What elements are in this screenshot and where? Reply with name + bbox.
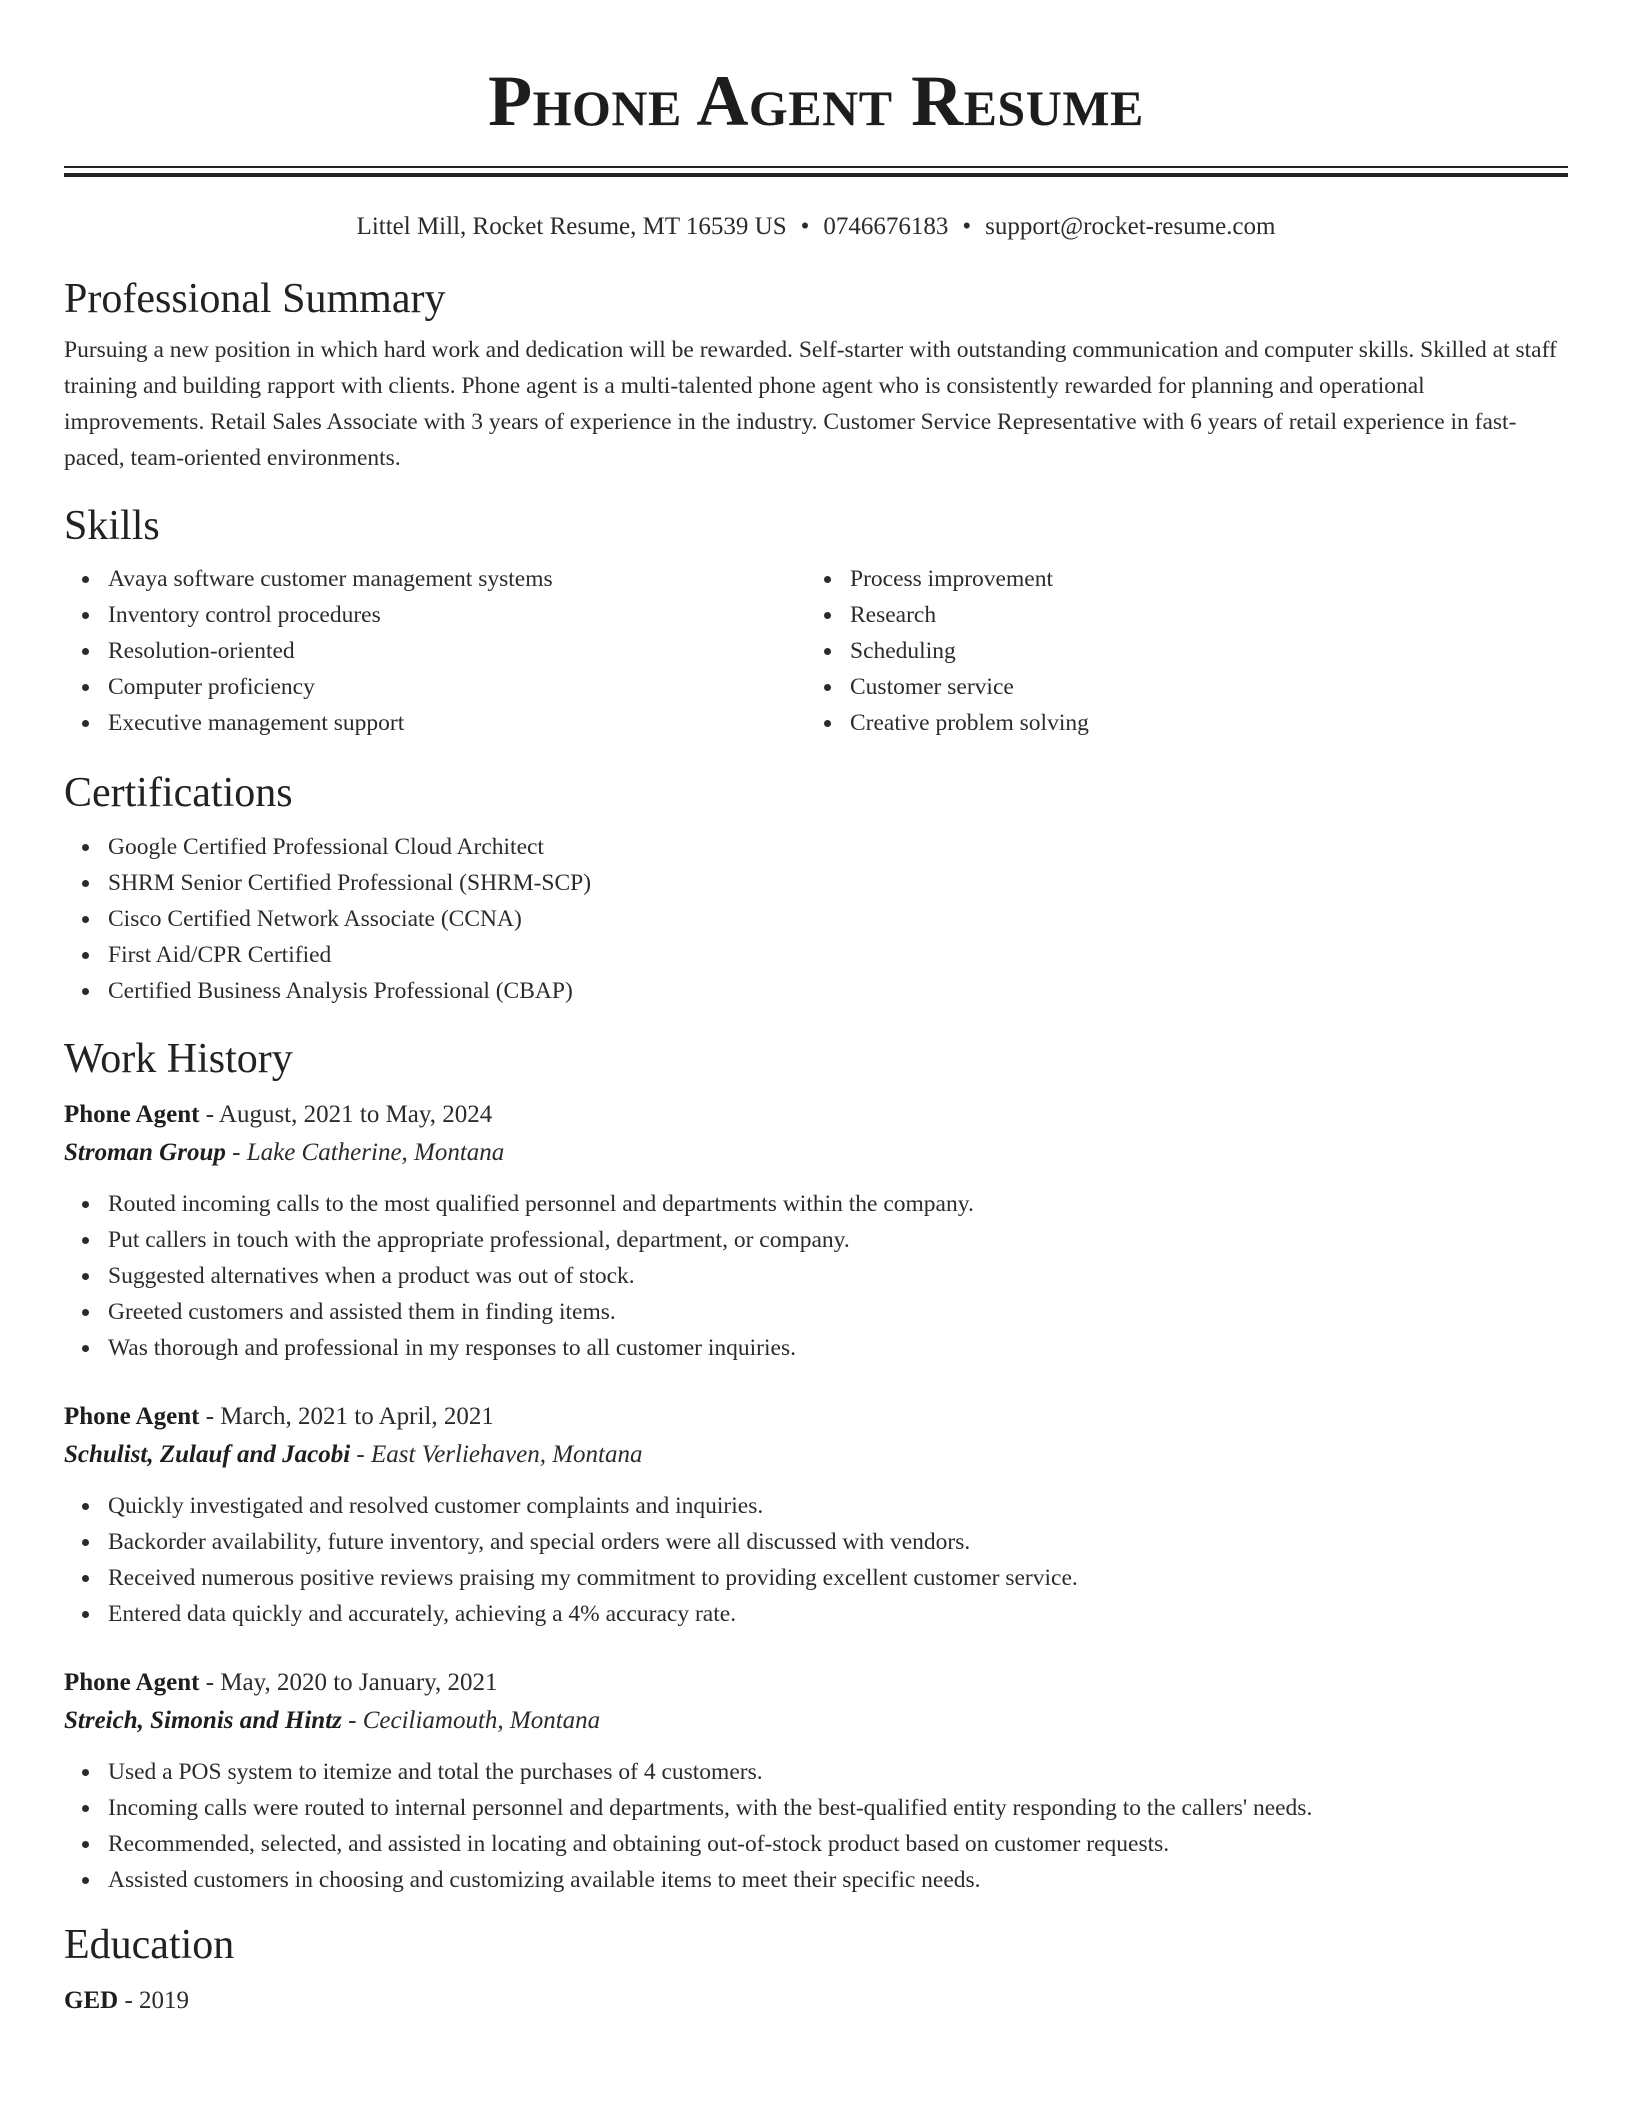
job-entry: [64, 1096, 1568, 1366]
job-dates: August, 2021 to May, 2024: [218, 1101, 493, 1128]
education-degree: GED: [64, 1987, 119, 2014]
dash-separator: -: [199, 1403, 221, 1430]
job-duties-list: [64, 1754, 1568, 1898]
title-divider: [64, 166, 1568, 177]
job-entry: [64, 1664, 1568, 1898]
job-dates: May, 2020 to January, 2021: [220, 1669, 498, 1696]
skill-item: Research: [850, 597, 1548, 633]
job-duty: Recommended, selected, and assisted in locating and obtaining out-of-stock product based on customer requests.: [108, 1826, 1568, 1862]
job-duty: Assisted customers in choosing and customizing available items to meet their specific needs.: [108, 1862, 1568, 1898]
certification-item: Certified Business Analysis Professional (CBAP): [108, 973, 1568, 1009]
education-entry: [64, 1982, 1568, 2020]
job-title: Phone Agent: [64, 1101, 200, 1128]
job-duty: Received numerous positive reviews praising my commitment to providing excellent customer service.: [108, 1560, 1568, 1596]
job-company: Streich, Simonis and Hintz: [64, 1707, 342, 1734]
skill-item: Computer proficiency: [108, 669, 806, 705]
job-employer-line: [64, 1702, 1568, 1740]
job-duty: Incoming calls were routed to internal personnel and departments, with the best-qualified entity responding to the callers' needs.: [108, 1790, 1568, 1826]
contact-separator: •: [962, 213, 972, 240]
job-duty: Suggested alternatives when a product was out of stock.: [108, 1258, 1568, 1294]
skills-list-right: [806, 561, 1548, 741]
job-employer-line: [64, 1436, 1568, 1474]
job-duty: Put callers in touch with the appropriate professional, department, or company.: [108, 1222, 1568, 1258]
skills-heading: Skills: [64, 503, 160, 549]
job-duties-list: [64, 1186, 1568, 1366]
education-heading: Education: [64, 1922, 235, 1968]
job-title-line: [64, 1398, 1568, 1436]
job-dates: March, 2021 to April, 2021: [220, 1403, 494, 1430]
contact-separator: •: [800, 213, 810, 240]
contact-email: support@rocket-resume.com: [985, 213, 1276, 240]
skill-item: Avaya software customer management systems: [108, 561, 806, 597]
work-history-heading: Work History: [64, 1036, 293, 1082]
dash-separator: -: [199, 1669, 221, 1696]
job-company: Stroman Group: [64, 1139, 226, 1166]
job-duty: Backorder availability, future inventory, and special orders were all discussed with vendors.: [108, 1524, 1568, 1560]
skill-item: Process improvement: [850, 561, 1548, 597]
job-title-line: [64, 1096, 1568, 1134]
skill-item: Executive management support: [108, 705, 806, 741]
dash-separator: -: [341, 1707, 363, 1734]
dash-separator: -: [199, 1101, 219, 1128]
job-title: Phone Agent: [64, 1403, 200, 1430]
certifications-list: [64, 829, 1568, 1009]
job-duty: Entered data quickly and accurately, achieving a 4% accuracy rate.: [108, 1596, 1568, 1632]
skills-list-left: [64, 561, 806, 741]
job-duty: Was thorough and professional in my responses to all customer inquiries.: [108, 1330, 1568, 1366]
certifications-heading: Certifications: [64, 770, 293, 816]
job-location: Lake Catherine, Montana: [246, 1139, 505, 1166]
certification-item: SHRM Senior Certified Professional (SHRM-SCP): [108, 865, 1568, 901]
summary-heading: Professional Summary: [64, 276, 446, 322]
job-title: Phone Agent: [64, 1669, 200, 1696]
job-duty: Greeted customers and assisted them in finding items.: [108, 1294, 1568, 1330]
contact-address: Littel Mill, Rocket Resume, MT 16539 US: [356, 213, 787, 240]
certification-item: First Aid/CPR Certified: [108, 937, 1568, 973]
job-duties-list: [64, 1488, 1568, 1632]
job-duty: Quickly investigated and resolved customer complaints and inquiries.: [108, 1488, 1568, 1524]
job-duty: Routed incoming calls to the most qualified personnel and departments within the company.: [108, 1186, 1568, 1222]
job-location: Ceciliamouth, Montana: [362, 1707, 601, 1734]
job-entry: [64, 1398, 1568, 1632]
job-company: Schulist, Zulauf and Jacobi: [64, 1441, 351, 1468]
job-title-line: [64, 1664, 1568, 1702]
summary-text: Pursuing a new position in which hard work and dedication will be rewarded. Self-starter with outstanding communication and computer skills. Skilled at staff training and building rapport with clients. Phone agent is a multi-talented phone agent who is consistently rewarded for planning and operational improvements. Retail Sales Associate with 3 years of experience in the industry. Customer Service Representative with 6 years of retail experience in fast-paced, team-oriented environments.: [64, 337, 1557, 471]
certification-item: Google Certified Professional Cloud Architect: [108, 829, 1568, 865]
education-year: 2019: [139, 1987, 190, 2014]
job-duty: Used a POS system to itemize and total the purchases of 4 customers.: [108, 1754, 1568, 1790]
certification-item: Cisco Certified Network Associate (CCNA): [108, 901, 1568, 937]
skill-item: Inventory control procedures: [108, 597, 806, 633]
dash-separator: -: [350, 1441, 371, 1468]
dash-separator: -: [118, 1987, 140, 2014]
skill-item: Resolution-oriented: [108, 633, 806, 669]
job-location: East Verliehaven, Montana: [371, 1441, 643, 1468]
skill-item: Scheduling: [850, 633, 1548, 669]
contact-line: [64, 212, 1568, 242]
dash-separator: -: [225, 1139, 247, 1166]
skill-item: Creative problem solving: [850, 705, 1548, 741]
contact-phone: 0746676183: [823, 213, 949, 240]
skill-item: Customer service: [850, 669, 1548, 705]
skills-grid: [64, 561, 1568, 741]
job-employer-line: [64, 1134, 1568, 1172]
resume-title: Phone Agent Resume: [488, 61, 1144, 141]
